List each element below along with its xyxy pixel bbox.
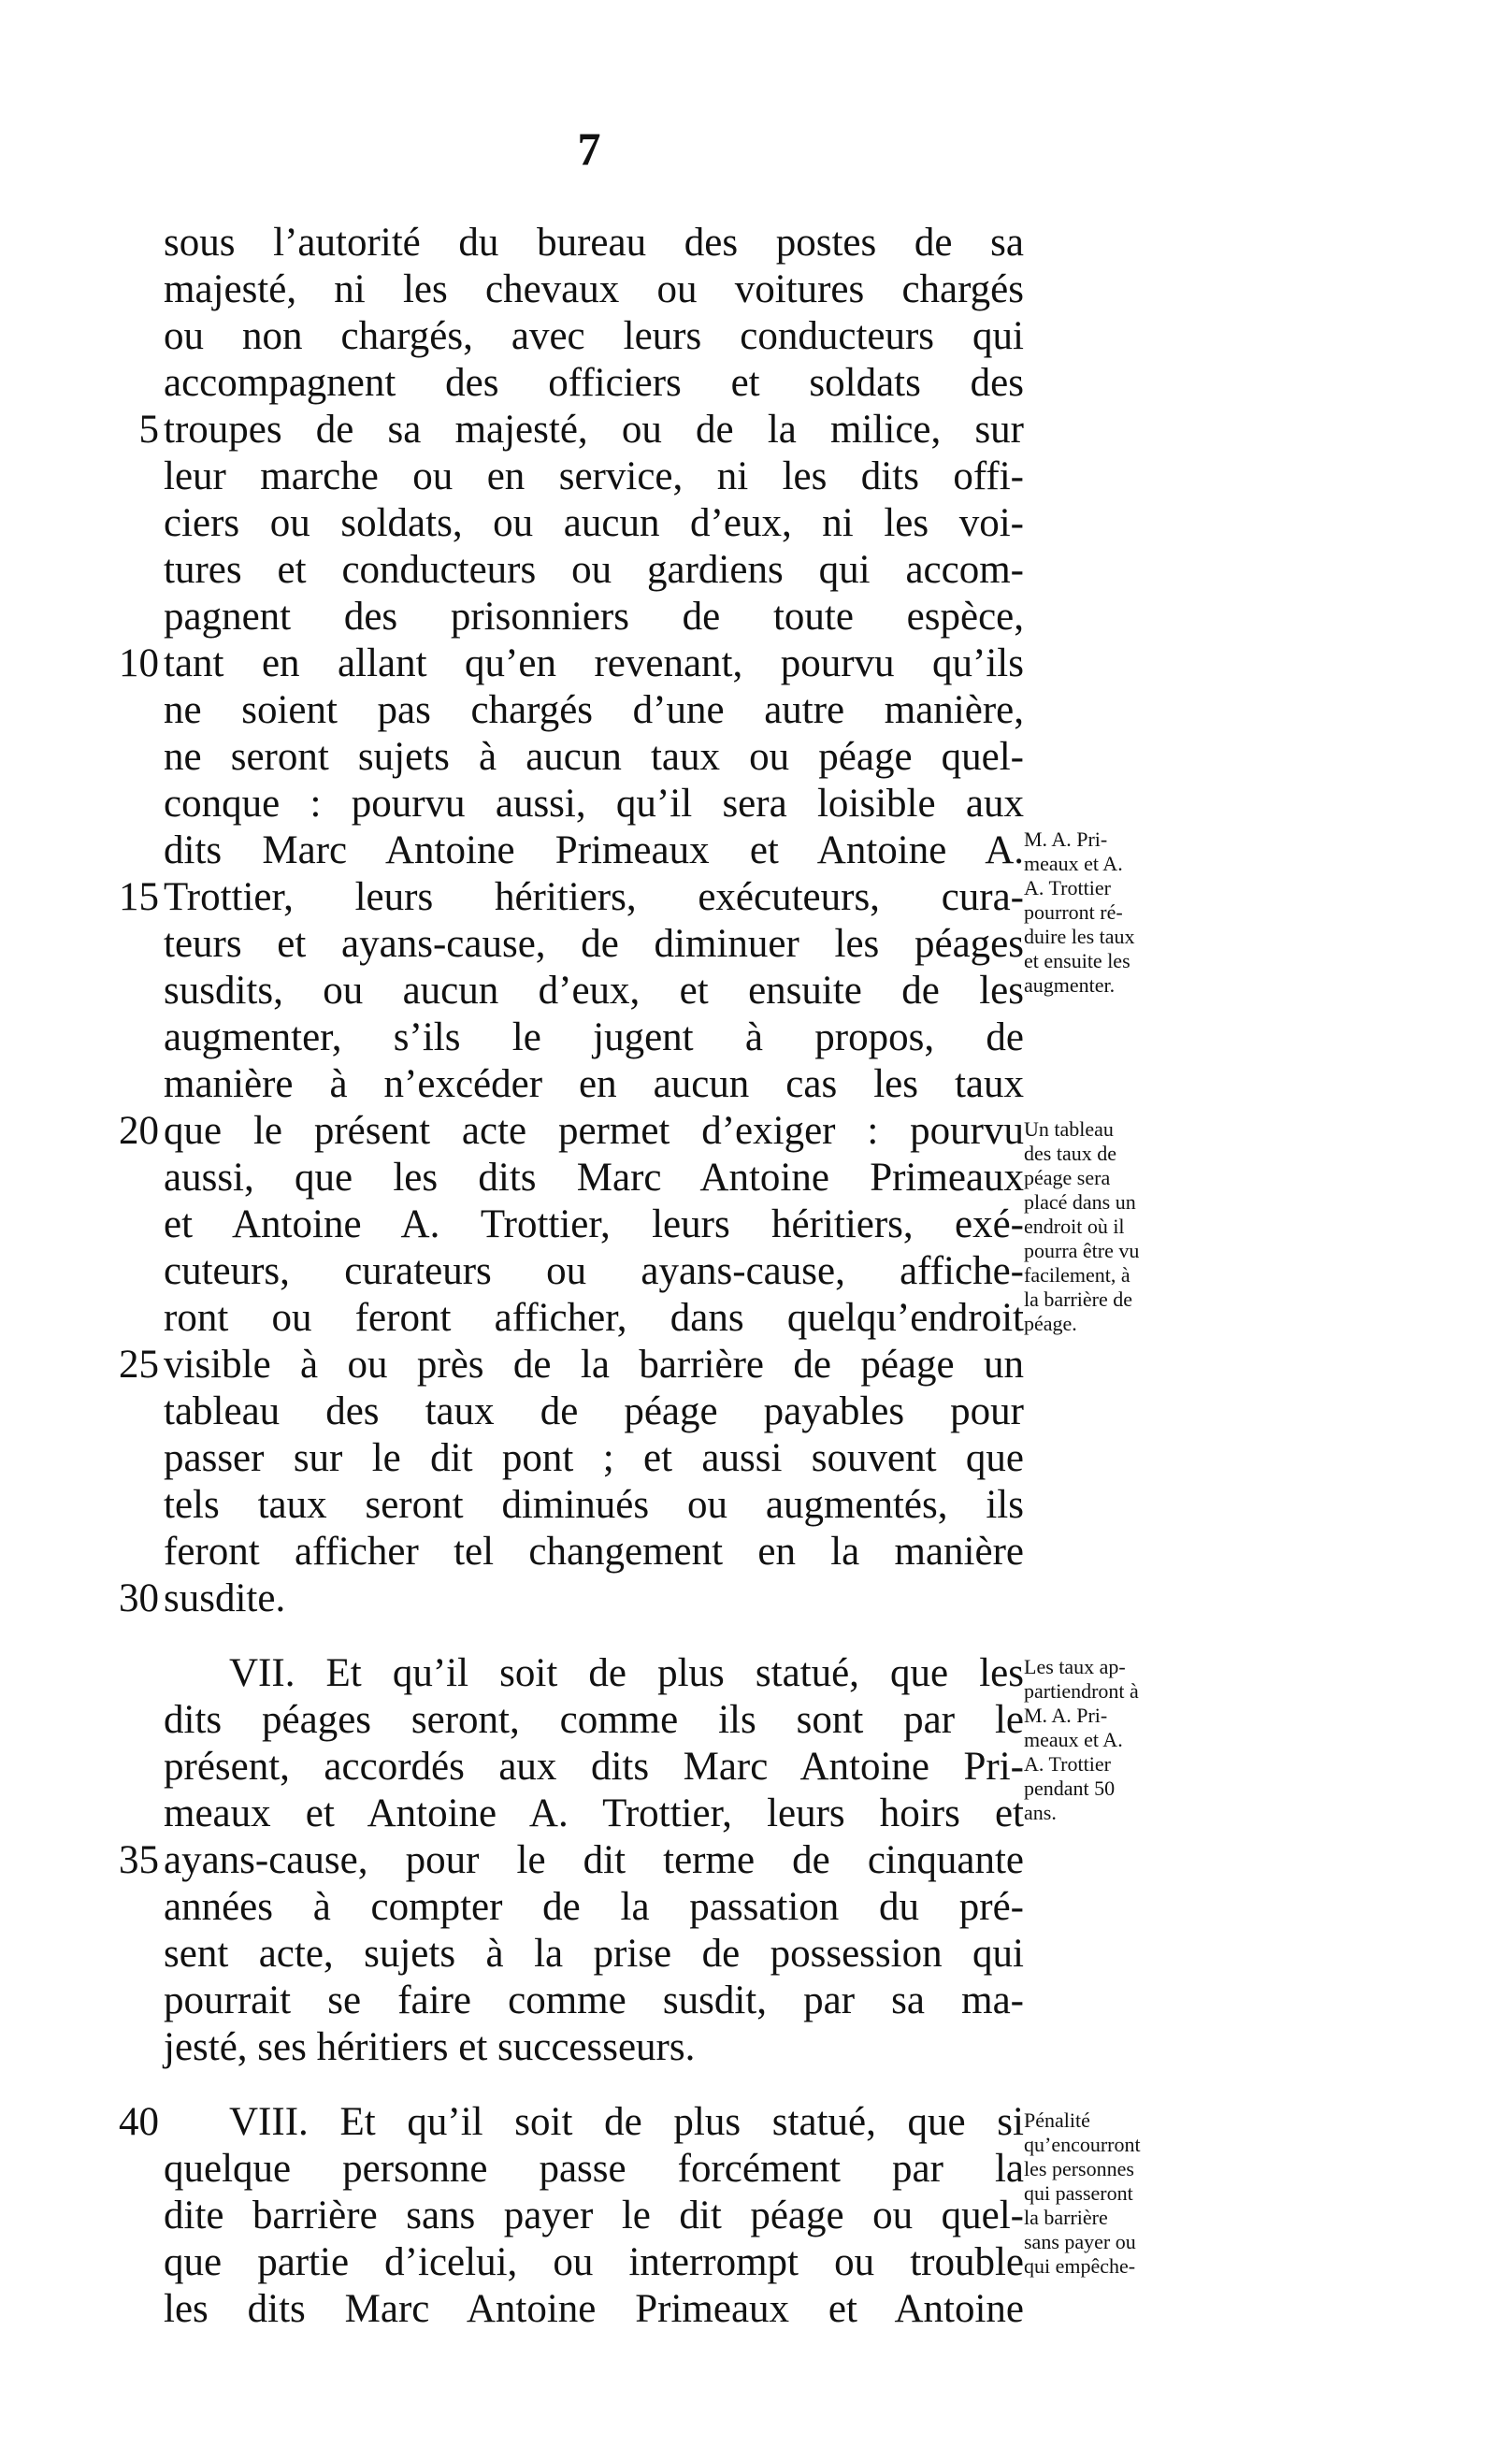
text-line: meaux et Antoine A. Trottier, leurs hoirs et [164, 1791, 1024, 1835]
text-line: sent acte, sujets à la prise de possession qui [164, 1932, 1024, 1976]
margin-note-line: des taux de [1024, 1142, 1116, 1165]
text-line: jesté, ses héritiers et successeurs. [164, 2025, 696, 2069]
margin-note [1024, 827, 1239, 998]
section-heading-line: VIII. Et qu’il soit de plus statué, que si [229, 2100, 1024, 2144]
text-line: leur marche ou en service, ni les dits offi- [164, 454, 1024, 498]
margin-note-line: M. A. Pri- [1024, 1704, 1108, 1727]
margin-note-line: M. A. Pri- [1024, 827, 1108, 851]
text-line: dite barrière sans payer le dit péage ou quel- [164, 2194, 1024, 2237]
margin-note-line: et ensuite les [1024, 949, 1130, 972]
text-line: pourrait se faire comme susdit, par sa ma- [164, 1978, 1024, 2022]
text-line: feront afficher tel changement en la manière [164, 1530, 1024, 1574]
margin-note-line: pourra être vu [1024, 1239, 1140, 1262]
margin-note [1024, 2108, 1239, 2279]
text-line: et Antoine A. Trottier, leurs héritiers, exé- [164, 1202, 1024, 1246]
text-line: années à compter de la passation du pré- [164, 1885, 1024, 1929]
margin-note-line: A. Trottier [1024, 1752, 1111, 1776]
text-line: que le présent acte permet d’exiger : pourvu [164, 1109, 1024, 1153]
text-line: ne seront sujets à aucun taux ou péage quel- [164, 735, 1024, 779]
text-line: augmenter, s’ils le jugent à propos, de [164, 1015, 1024, 1059]
line-number: 35 [119, 1838, 159, 1882]
section-heading-line: VII. Et qu’il soit de plus statué, que les [229, 1651, 1024, 1695]
margin-note-line: Un tableau [1024, 1117, 1114, 1141]
margin-note-line: qui passeront [1024, 2181, 1133, 2205]
text-line: ou non chargés, avec leurs conducteurs qui [164, 314, 1024, 358]
line-number: 30 [119, 1576, 159, 1620]
text-line: cuteurs, curateurs ou ayans-cause, affiche- [164, 1249, 1024, 1293]
margin-note [1024, 1655, 1239, 1825]
text-line: passer sur le dit pont ; et aussi souvent que [164, 1436, 1024, 1480]
text-line: dits Marc Antoine Primeaux et Antoine A. [164, 828, 1024, 872]
text-line: tableau des taux de péage payables pour [164, 1389, 1024, 1433]
text-line: présent, accordés aux dits Marc Antoine Pri- [164, 1745, 1024, 1789]
margin-note-line: placé dans un [1024, 1190, 1136, 1214]
page-number: 7 [577, 122, 601, 175]
text-line: tures et conducteurs ou gardiens qui accom- [164, 548, 1024, 592]
margin-note-line: la barrière [1024, 2206, 1108, 2229]
text-line: les dits Marc Antoine Primeaux et Antoine [164, 2287, 1024, 2331]
margin-note-line: péage. [1024, 1312, 1077, 1335]
text-line: aussi, que les dits Marc Antoine Primeaux [164, 1156, 1024, 1200]
text-line: accompagnent des officiers et soldats des [164, 361, 1024, 405]
margin-note-line: facilement, à [1024, 1263, 1130, 1287]
text-line: conque : pourvu aussi, qu’il sera loisible aux [164, 782, 1024, 826]
text-line: Trottier, leurs héritiers, exécuteurs, cura- [164, 875, 1024, 919]
text-line: pagnent des prisonniers de toute espèce, [164, 595, 1024, 639]
margin-note-line: Les taux ap- [1024, 1655, 1126, 1678]
margin-note-line: qu’encourront [1024, 2133, 1141, 2156]
text-line: visible à ou près de la barrière de péage un [164, 1343, 1024, 1387]
margin-note-line: Pénalité [1024, 2108, 1090, 2132]
text-line: ront ou feront afficher, dans quelqu’endroit [164, 1296, 1024, 1340]
text-line: troupes de sa majesté, ou de la milice, sur [164, 408, 1024, 452]
line-number: 40 [119, 2100, 159, 2144]
text-line: majesté, ni les chevaux ou voitures chargés [164, 267, 1024, 311]
margin-note-line: sans payer ou [1024, 2230, 1136, 2253]
text-line: ne soient pas chargés d’une autre manière, [164, 688, 1024, 732]
margin-note-line: ans. [1024, 1801, 1057, 1824]
text-line: tels taux seront diminués ou augmentés, ils [164, 1483, 1024, 1527]
margin-note-line: meaux et A. [1024, 1728, 1123, 1751]
text-line: ayans-cause, pour le dit terme de cinquante [164, 1838, 1024, 1882]
line-number: 25 [119, 1343, 159, 1387]
margin-note-line: endroit où il [1024, 1215, 1125, 1238]
text-line: ciers ou soldats, ou aucun d’eux, ni les voi- [164, 501, 1024, 545]
margin-note-line: duire les taux [1024, 925, 1135, 948]
line-number: 20 [119, 1109, 159, 1153]
text-line: tant en allant qu’en revenant, pourvu qu’ils [164, 641, 1024, 685]
line-number: 5 [138, 408, 159, 452]
margin-note [1024, 1117, 1239, 1336]
text-line: manière à n’excéder en aucun cas les taux [164, 1062, 1024, 1106]
margin-note-line: pourront ré- [1024, 900, 1123, 924]
margin-note-line: partiendront à [1024, 1679, 1139, 1703]
margin-note-line: augmenter. [1024, 973, 1116, 997]
margin-note-line: les personnes [1024, 2157, 1134, 2180]
text-line: susdits, ou aucun d’eux, et ensuite de les [164, 969, 1024, 1013]
margin-note-line: A. Trottier [1024, 876, 1111, 899]
text-line: teurs et ayans-cause, de diminuer les péages [164, 922, 1024, 966]
margin-note-line: pendant 50 [1024, 1777, 1116, 1800]
line-number: 10 [119, 641, 159, 685]
margin-note-line: péage sera [1024, 1166, 1111, 1189]
text-line: dits péages seront, comme ils sont par le [164, 1698, 1024, 1742]
line-number: 15 [119, 875, 159, 919]
margin-note-line: meaux et A. [1024, 852, 1123, 875]
text-line: que partie d’icelui, ou interrompt ou trouble [164, 2240, 1024, 2284]
text-line: quelque personne passe forcément par la [164, 2147, 1024, 2191]
margin-note-line: la barrière de [1024, 1288, 1133, 1311]
margin-note-line: qui empêche- [1024, 2254, 1136, 2278]
text-line: sous l’autorité du bureau des postes de sa [164, 221, 1024, 265]
text-line: susdite. [164, 1576, 286, 1620]
